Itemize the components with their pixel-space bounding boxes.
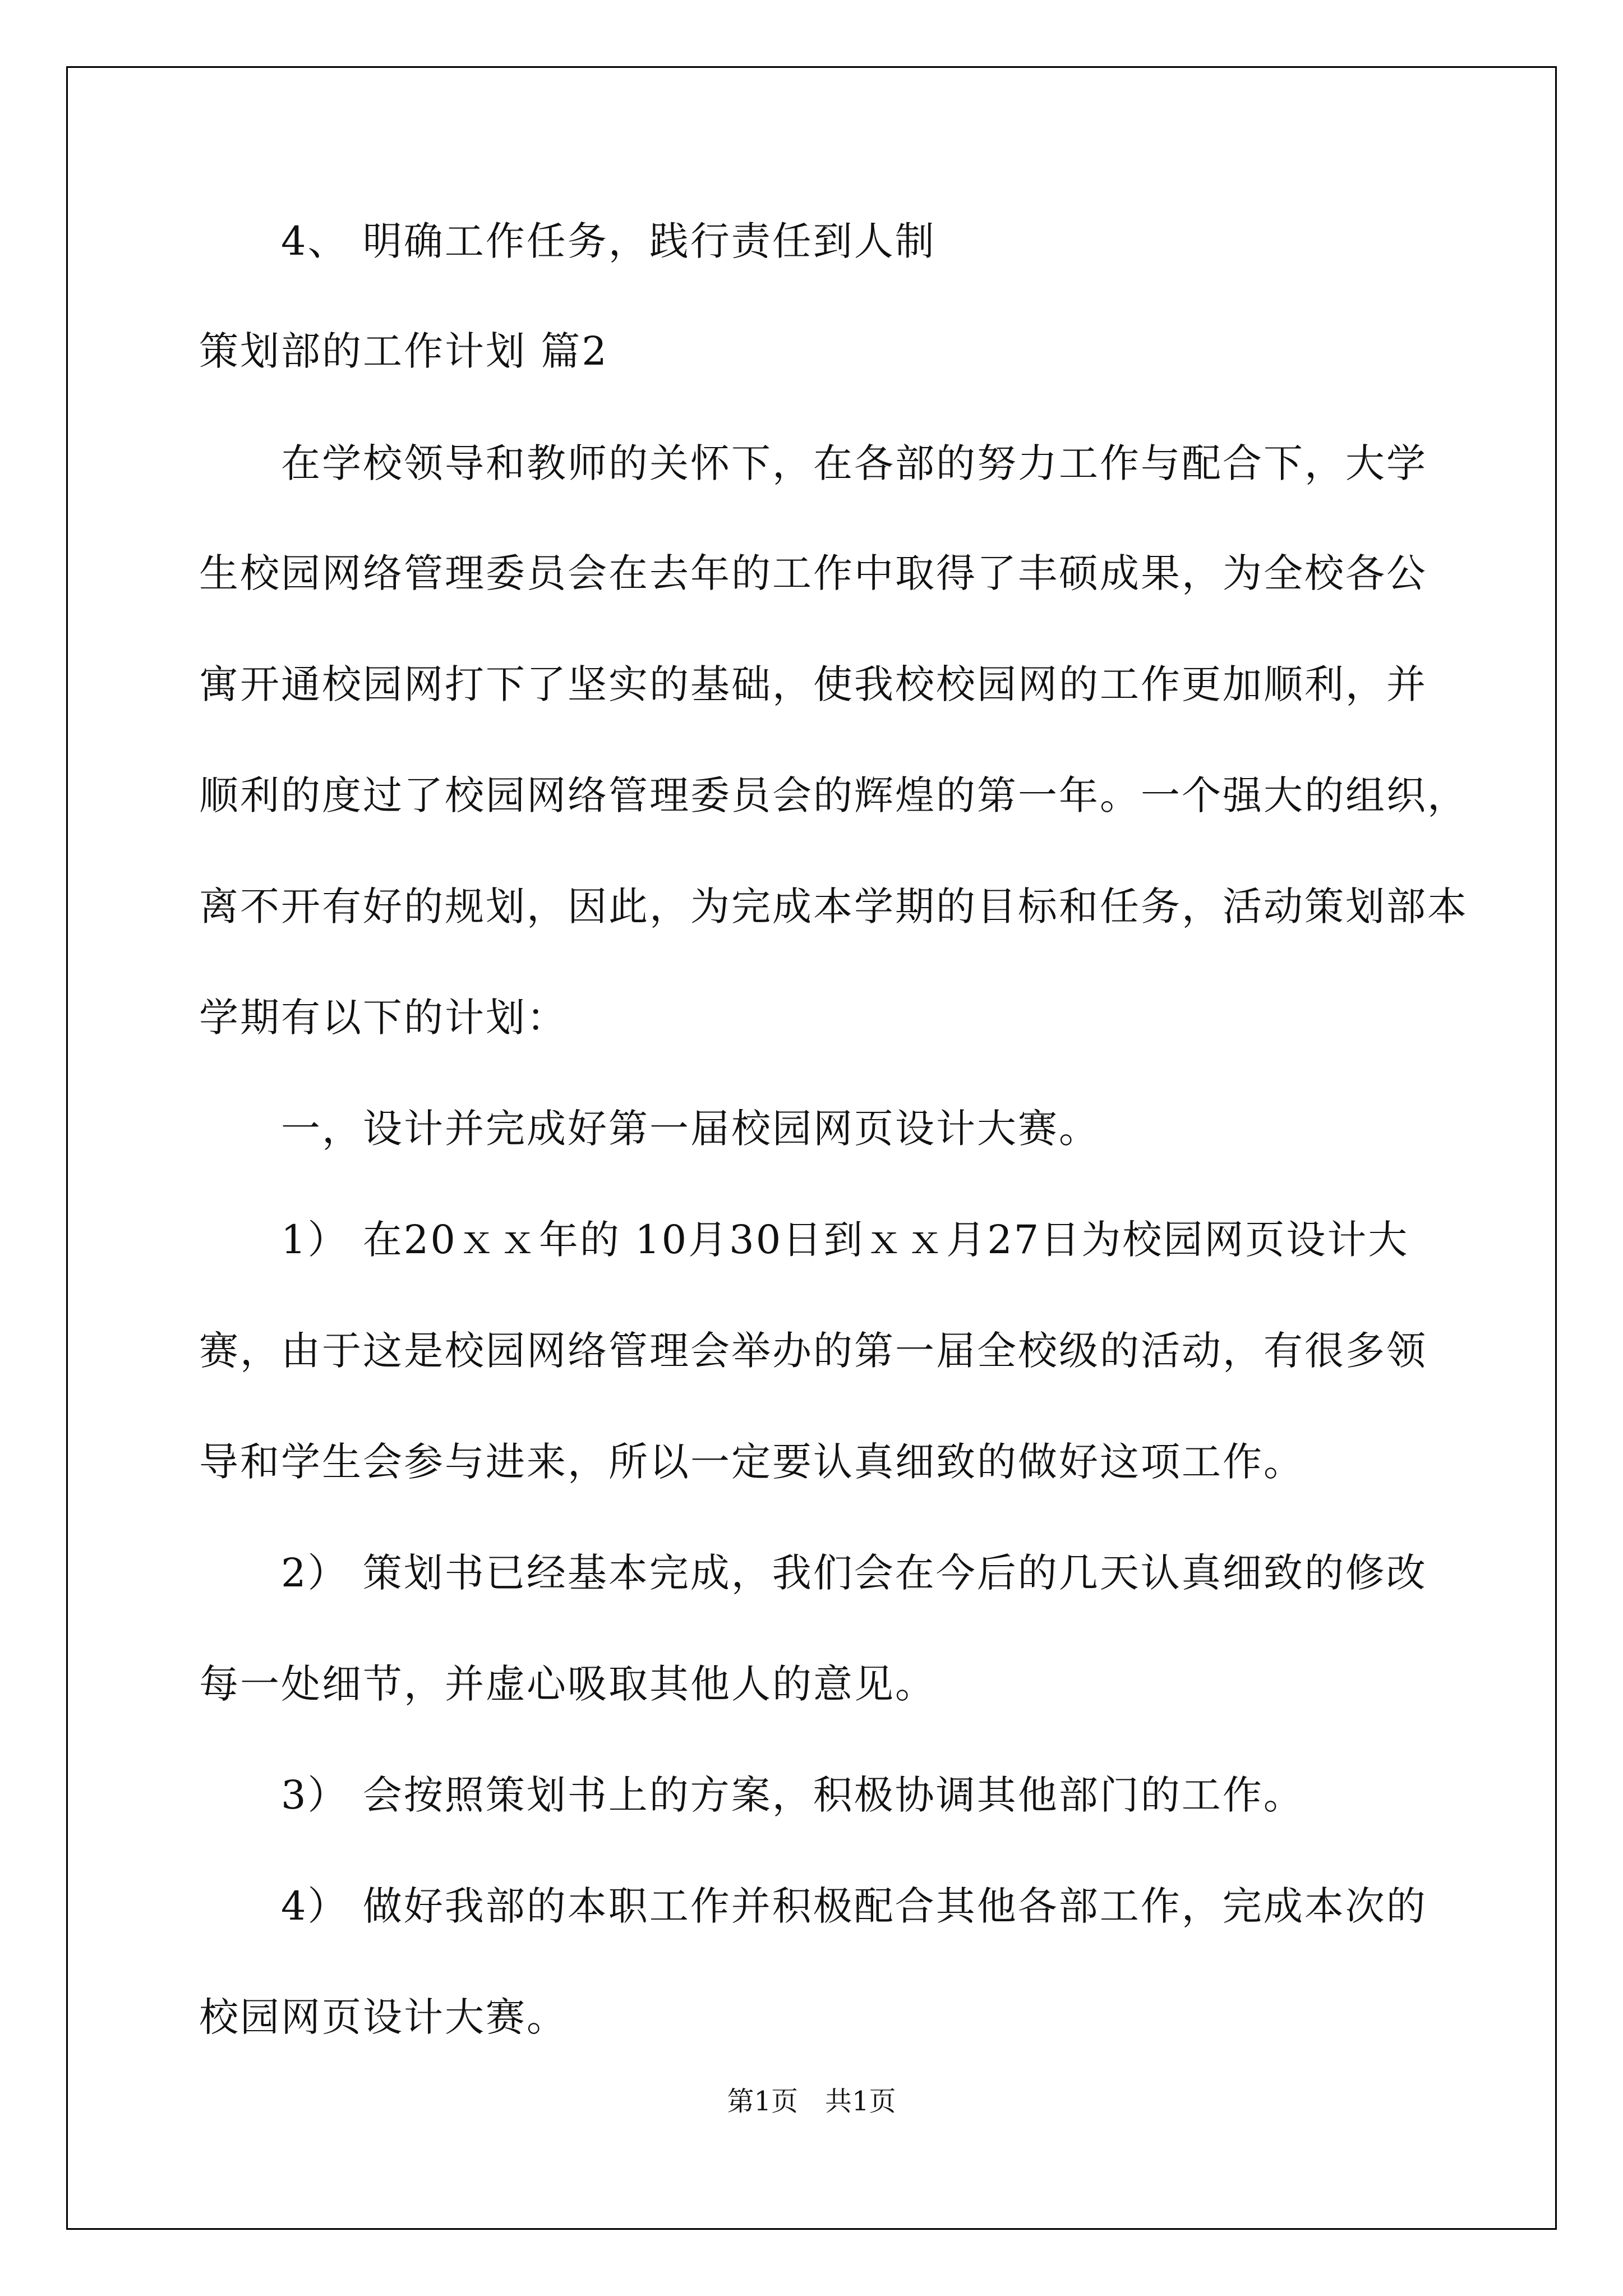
page-footer: 第1页 共1页 <box>727 2086 896 2117</box>
paragraph-line: 学期有以下的计划： <box>199 995 568 1041</box>
paragraph-line: 寓开通校园网打下了坚实的基础，使我校校园网的工作更加顺利，并 <box>199 661 1427 707</box>
paragraph-line: 4） 做好我部的本职工作并积极配合其他各部工作，完成本次的 <box>199 1883 1427 1929</box>
paragraph-line: 校园网页设计大赛。 <box>199 1994 568 2040</box>
paragraph-line: 赛，由于这是校园网络管理会举办的第一届全校级的活动，有很多领 <box>199 1328 1427 1374</box>
paragraph-line: 4、 明确工作任务，践行责任到人制 <box>199 218 936 264</box>
paragraph-line: 一，设计并完成好第一届校园网页设计大赛。 <box>199 1106 1100 1152</box>
paragraph-line: 3） 会按照策划书上的方案，积极协调其他部门的工作。 <box>199 1772 1304 1818</box>
paragraph-line: 导和学生会参与进来，所以一定要认真细致的做好这项工作。 <box>199 1439 1304 1485</box>
paragraph-line: 离不开有好的规划，因此，为完成本学期的目标和任务，活动策划部本 <box>199 884 1468 930</box>
section-heading: 策划部的工作计划 篇2 <box>199 328 608 374</box>
paragraph-line: 1） 在20ｘｘ年的 10月30日到ｘｘ月27日为校园网页设计大 <box>199 1217 1409 1263</box>
paragraph-line: 2） 策划书已经基本完成，我们会在今后的几天认真细致的修改 <box>199 1550 1427 1596</box>
paragraph-line: 在学校领导和教师的关怀下，在各部的努力工作与配合下，大学 <box>199 440 1427 486</box>
paragraph-line: 顺利的度过了校园网络管理委员会的辉煌的第一年。一个强大的组织， <box>199 772 1468 818</box>
paragraph-line: 生校园网络管理委员会在去年的工作中取得了丰硕成果，为全校各公 <box>199 550 1427 596</box>
paragraph-line: 每一处细节，并虚心吸取其他人的意见。 <box>199 1661 936 1707</box>
